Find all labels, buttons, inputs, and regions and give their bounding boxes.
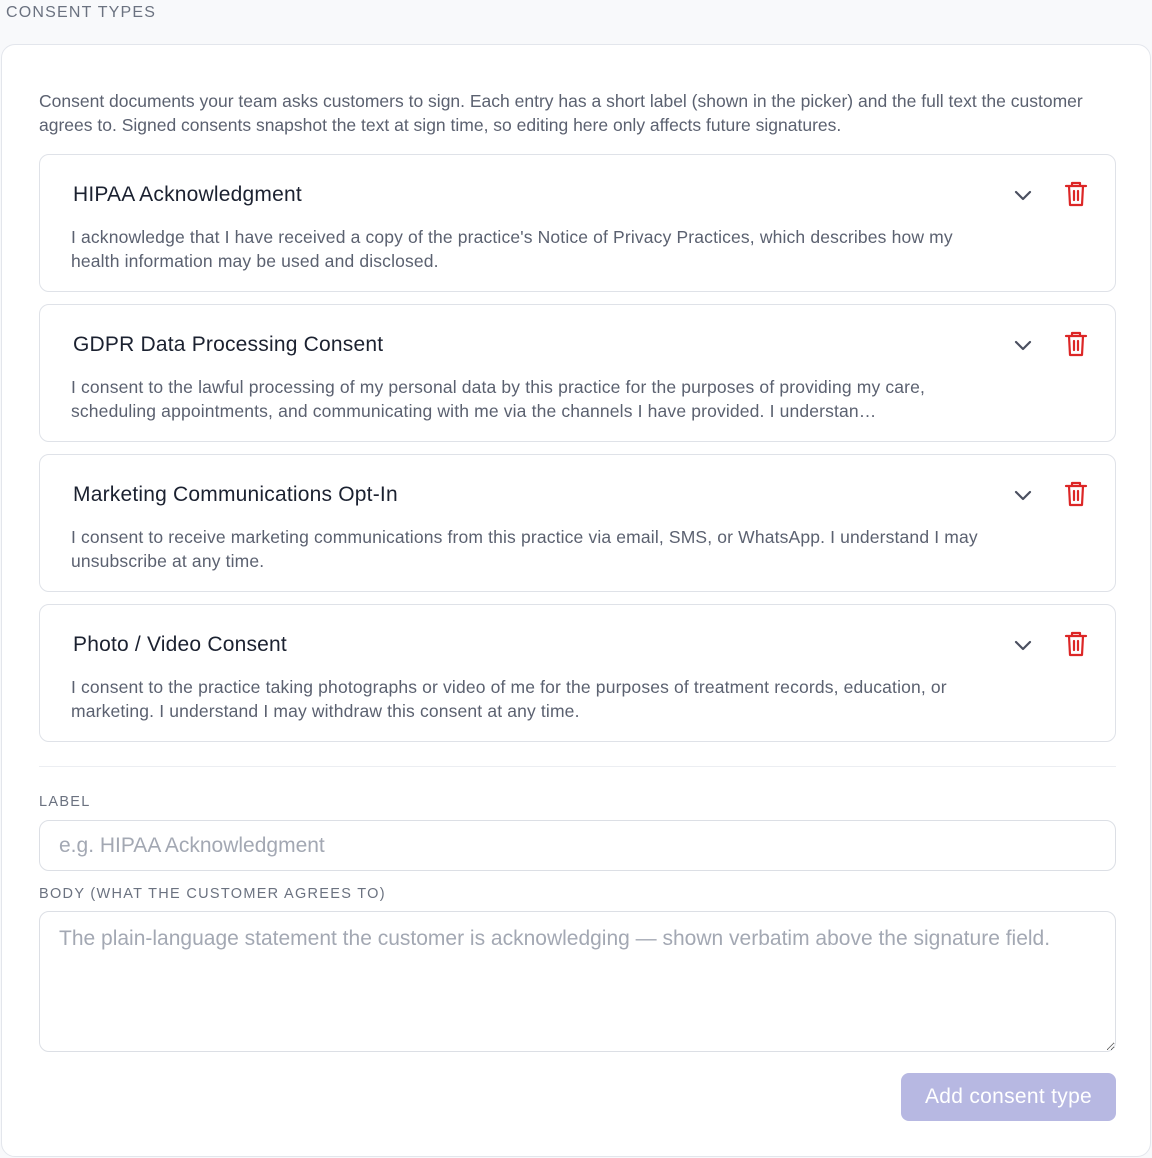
consent-entry <box>39 154 1116 292</box>
consent-entry-body: I consent to the practice taking photographs or video of me for the purposes of treatment records, education, or marketing. I understand I may withdraw this consent at any time. <box>71 677 947 721</box>
consent-entry-label: Marketing Communications Opt-In <box>73 483 398 506</box>
trash-icon[interactable] <box>1063 180 1089 208</box>
consent-entry-label: HIPAA Acknowledgment <box>73 183 302 206</box>
consent-entry-body: I acknowledge that I have received a copy of the practice's Notice of Privacy Practices, which describes how my health information may be used and disclosed. <box>71 227 953 271</box>
consent-entry <box>39 304 1116 442</box>
consent-types-card <box>1 44 1151 1157</box>
consent-entry <box>39 454 1116 592</box>
body-field-label: BODY (WHAT THE CUSTOMER AGREES TO) <box>39 886 386 902</box>
consent-entry-body: I consent to receive marketing communications from this practice via email, SMS, or WhatsApp. I understand I may unsubscribe at any time. <box>71 527 978 571</box>
chevron-down-icon[interactable] <box>1009 482 1037 510</box>
section-title: CONSENT TYPES <box>6 4 157 21</box>
intro-text: Consent documents your team asks customers to sign. Each entry has a short label (shown in the picker) and the full text the customer agrees to. Signed consents snapshot the text at sign time, so editing here only affects future signatures. <box>39 91 1083 135</box>
trash-icon[interactable] <box>1063 330 1089 358</box>
consent-entry-label: Photo / Video Consent <box>73 633 287 656</box>
consent-entry-label: GDPR Data Processing Consent <box>73 333 384 356</box>
consent-entry-body: I consent to the lawful processing of my personal data by this practice for the purposes of providing my care, scheduling appointments, and communicating with me via the channels I have provided. I understan… <box>71 377 926 421</box>
label-input[interactable] <box>39 820 1116 871</box>
consent-entry <box>39 604 1116 742</box>
add-consent-type-button[interactable]: Add consent type <box>901 1073 1116 1121</box>
chevron-down-icon[interactable] <box>1009 632 1037 660</box>
chevron-down-icon[interactable] <box>1009 182 1037 210</box>
consent-entry-list <box>39 154 1116 754</box>
label-field-label: LABEL <box>39 794 91 810</box>
divider <box>39 766 1116 767</box>
trash-icon[interactable] <box>1063 630 1089 658</box>
chevron-down-icon[interactable] <box>1009 332 1037 360</box>
trash-icon[interactable] <box>1063 480 1089 508</box>
body-textarea[interactable] <box>39 911 1116 1052</box>
